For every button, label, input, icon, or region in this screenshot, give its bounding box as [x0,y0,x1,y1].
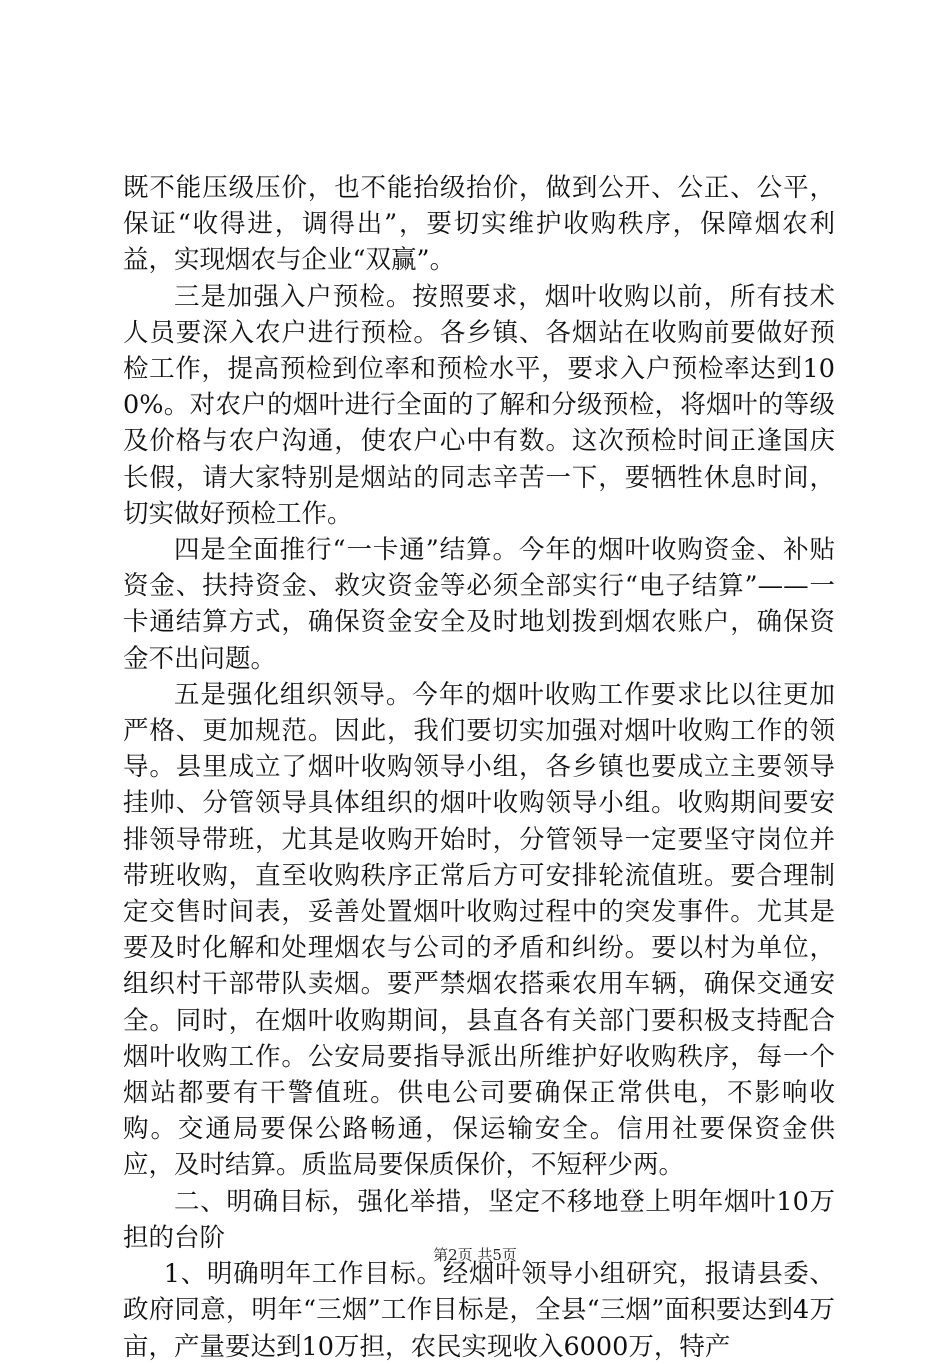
paragraph-pre-inspection: 三是加强入户预检。按照要求，烟叶收购以前，所有技术人员要深入农户进行预检。各乡镇、各烟站在收购前要做好预检工作，提高预检到位率和预检水平，要求入户预检率达到100%。对农户的烟叶进行全面的了解和分级预检，将烟叶的等级及价格与农户沟通，使农户心中有数。这次预检时间正逢国庆长假，请大家特别是烟站的同志辛苦一下，要牺牲休息时间，切实做好预检工作。 [123,281,835,529]
paragraph-continued: 既不能压级压价，也不能抬级抬价，做到公开、公正、公平，保证“收得进，调得出”，要切实维护收购秩序，保障烟农利益，实现烟农与企业“双赢”。 [123,173,835,276]
document-body [123,170,835,1365]
section-heading-goals: 二、明确目标，强化举措，坚定不移地登上明年烟叶10万担的台阶 [123,1186,835,1253]
paragraph-organization-leadership: 五是强化组织领导。今年的烟叶收购工作要求比以往更加严格、更加规范。因此，我们要切实加强对烟叶收购工作的领导。县里成立了烟叶收购领导小组，各乡镇也要成立主要领导挂帅、分管领导具体组织的烟叶收购领导小组。收购期间要安排领导带班，尤其是收购开始时，分管领导一定要坚守岗位并带班收购，直至收购秩序正常后方可安排轮流值班。要合理制定交售时间表，妥善处置烟叶收购过程中的突发事件。尤其是要及时化解和处理烟农与公司的矛盾和纠纷。要以村为单位，组织村干部带队卖烟。要严禁烟农搭乘农用车辆，确保交通安全。同时，在烟叶收购期间，县直各有关部门要积极支持配合烟叶收购工作。公安局要指导派出所维护好收购秩序，每一个烟站都要有干警值班。供电公司要确保正常供电，不影响收购。交通局要保公路畅通，保运输安全。信用社要保资金供应，及时结算。质监局要保质保价，不短秤少两。 [123,679,835,1181]
paragraph-one-card-settlement: 四是全面推行“一卡通”结算。今年的烟叶收购资金、补贴资金、扶持资金、救灾资金等必须全部实行“电子结算”——一卡通结算方式，确保资金安全及时地划拨到烟农账户，确保资金不出问题。 [123,535,835,674]
paragraph-next-year-goals: 1、明确明年工作目标。经烟叶领导小组研究，报请县委、政府同意，明年“三烟”工作目标是，全县“三烟”面积要达到4万亩，产量要达到10万担，农民实现收入6000万，特产 [123,1259,835,1362]
page-number-footer: 第2页 共5页 [433,1246,517,1264]
